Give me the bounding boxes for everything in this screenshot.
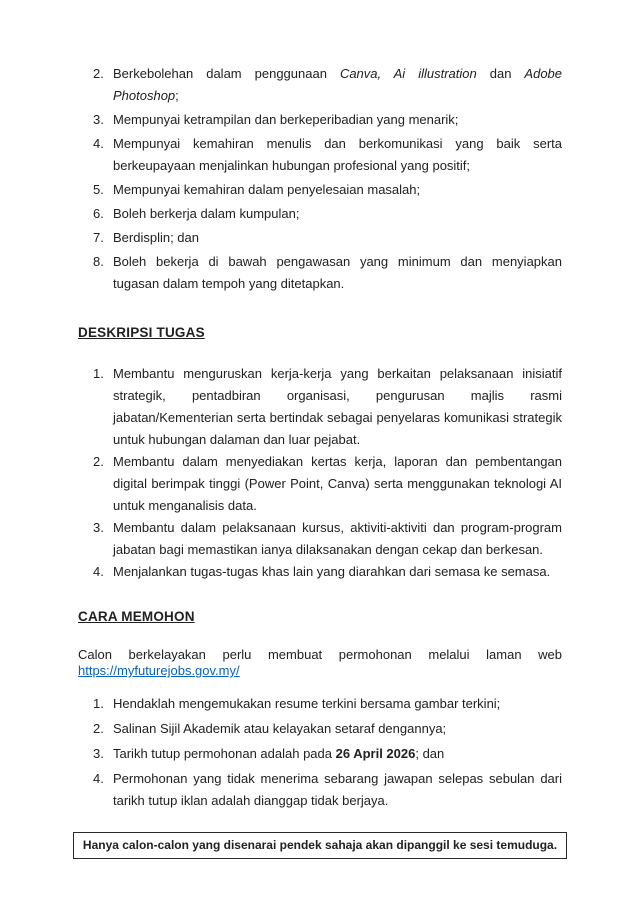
list-item-number: 6.: [93, 206, 104, 221]
list-item: [78, 768, 562, 812]
list-item-text: Hendaklah mengemukakan resume terkini bersama gambar terkini;: [113, 696, 501, 711]
list-item: [78, 109, 562, 131]
list-item-text: Membantu dalam pelaksanaan kursus, aktiviti-aktiviti dan program-program jabatan bagi memastikan ianya dilaksanakan dengan cekap dan berkesan.: [113, 520, 562, 557]
list-item-number: 1.: [93, 366, 104, 381]
list-item-text: Mempunyai kemahiran menulis dan berkomunikasi yang baik serta berkeupayaan menjalinkan hubungan profesional yang positif;: [113, 136, 562, 173]
list-item: [78, 693, 562, 715]
requirements-list: [78, 63, 562, 295]
list-item: [78, 203, 562, 225]
list-item-text: Salinan Sijil Akademik atau kelayakan setaraf dengannya;: [113, 721, 447, 736]
list-item-number: 3.: [93, 112, 104, 127]
list-item-text: Membantu menguruskan kerja-kerja yang berkaitan pelaksanaan inisiatif strategik, pentadbiran organisasi, pengurusan majlis rasmi jabatan/Kementerian serta bertindak sebagai penyelaras komunikasi strategik untuk hubungan dalaman dan luar pejabat.: [113, 366, 562, 447]
intro-text: Calon berkelayakan perlu membuat permohonan melalui laman web: [78, 647, 562, 662]
application-intro-paragraph: [78, 647, 562, 679]
text-run: ; dan: [415, 746, 445, 761]
list-item: [78, 179, 562, 201]
text-run: dan: [476, 66, 525, 81]
list-item: [78, 251, 562, 295]
section-heading-deskripsi-tugas: DESKRIPSI TUGAS: [78, 325, 205, 340]
list-item-number: 3.: [93, 746, 104, 761]
section-heading-cara-memohon: CARA MEMOHON: [78, 609, 195, 624]
list-item-number: 4.: [93, 136, 104, 151]
list-item-text: Berdisplin; dan: [113, 230, 199, 245]
text-run: Tarikh tutup permohonan adalah pada: [113, 746, 336, 761]
list-item-text: Membantu dalam menyediakan kertas kerja, laporan dan pembentangan digital berimpak tinggi (Power Point, Canva) serta menggunakan teknologi AI untuk menganalisis data.: [113, 454, 562, 513]
list-item-number: 2.: [93, 66, 104, 81]
list-item: [78, 133, 562, 177]
text-run-italic: Adobe Photoshop: [113, 66, 563, 103]
list-item: [78, 63, 562, 107]
list-item-text: Boleh bekerja di bawah pengawasan yang minimum dan menyiapkan tugasan dalam tempoh yang ditetapkan.: [113, 254, 562, 291]
list-item-number: 4.: [93, 564, 104, 579]
list-item: [78, 718, 562, 740]
list-item-number: 5.: [93, 182, 104, 197]
list-item-number: 4.: [93, 771, 104, 786]
list-item-number: 2.: [93, 721, 104, 736]
list-item-number: 7.: [93, 230, 104, 245]
list-item: [78, 743, 562, 765]
list-item: [78, 451, 562, 517]
list-item-number: 1.: [93, 696, 104, 711]
notice-box: [73, 832, 567, 859]
list-item-number: 2.: [93, 454, 104, 469]
myfuturejobs-link[interactable]: https://myfuturejobs.gov.my/: [78, 663, 240, 678]
list-item-text: Boleh berkerja dalam kumpulan;: [113, 206, 300, 221]
list-item: [78, 561, 562, 583]
list-item-text: Permohonan yang tidak menerima sebarang jawapan selepas sebulan dari tarikh tutup iklan adalah dianggap tidak berjaya.: [113, 771, 562, 808]
list-item-text: [113, 743, 562, 765]
list-item-number: 3.: [93, 520, 104, 535]
text-run: Berkebolehan dalam penggunaan: [113, 66, 340, 81]
list-item: [78, 363, 562, 451]
list-item: [78, 227, 562, 249]
list-item-text: Mempunyai ketrampilan dan berkeperibadian yang menarik;: [113, 112, 459, 127]
text-run-bold: 26 April 2026: [335, 746, 416, 761]
notice-text: Hanya calon-calon yang disenarai pendek sahaja akan dipanggil ke sesi temuduga.: [82, 838, 558, 852]
list-item-text: [113, 63, 562, 107]
deskripsi-tugas-list: [78, 363, 562, 583]
list-item-text: Mempunyai kemahiran dalam penyelesaian masalah;: [113, 182, 421, 197]
text-run-italic: Canva, Ai illustration: [339, 66, 477, 81]
application-steps-list: [78, 693, 562, 812]
list-item-text: Menjalankan tugas-tugas khas lain yang diarahkan dari semasa ke semasa.: [113, 564, 551, 579]
text-run: ;: [175, 88, 179, 103]
list-item-number: 8.: [93, 254, 104, 269]
list-item: [78, 517, 562, 561]
